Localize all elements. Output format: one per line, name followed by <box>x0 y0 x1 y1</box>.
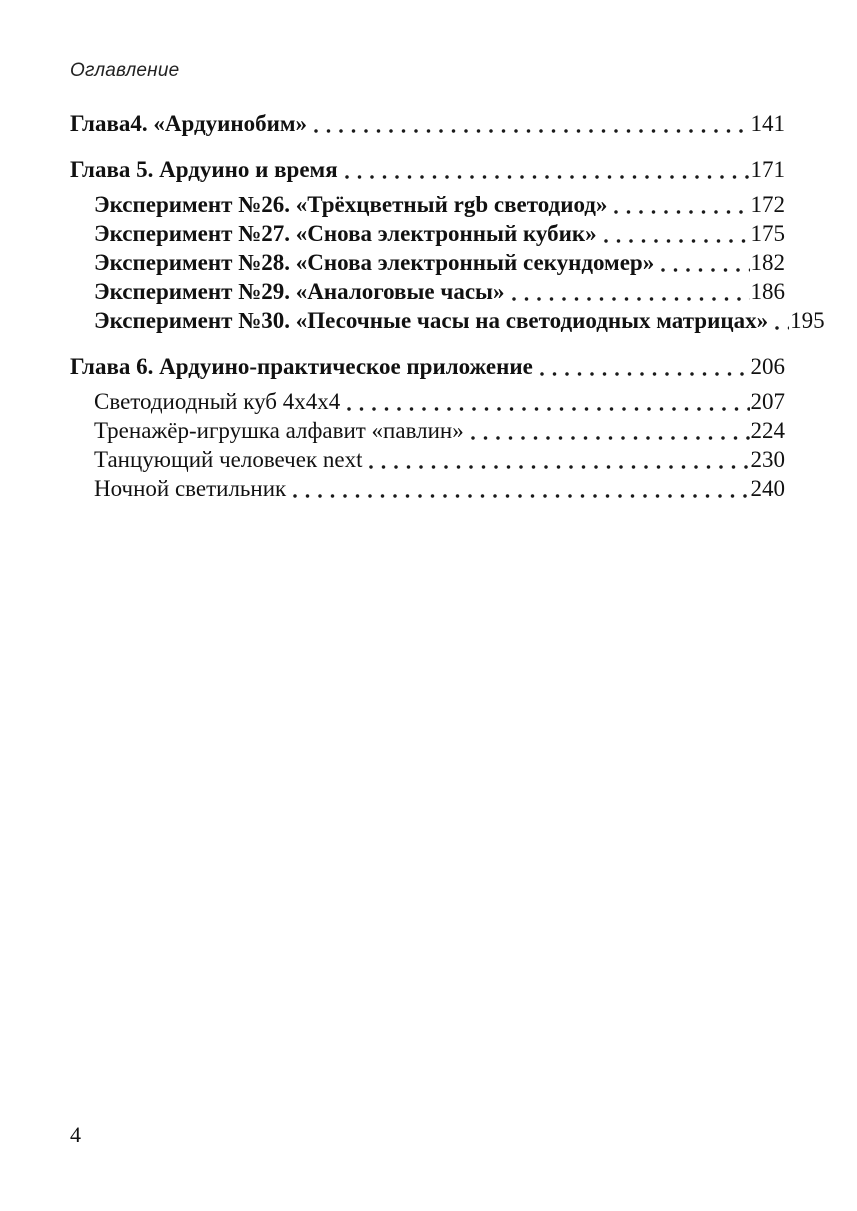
toc-entry <box>70 277 785 306</box>
page-number: 4 <box>70 1122 81 1147</box>
toc-entry <box>70 219 785 248</box>
toc-entry-page: 230 <box>750 447 785 472</box>
table-of-contents <box>70 109 825 503</box>
dot-leader <box>661 268 749 272</box>
toc-entry-title: Тренажёр-игрушка алфавит «павлин» <box>94 418 464 443</box>
page-content <box>70 60 825 503</box>
toc-entry <box>70 155 785 184</box>
toc-entry-page: 207 <box>750 389 785 414</box>
toc-entry <box>70 306 825 335</box>
toc-entry-page: 195 <box>790 308 825 333</box>
toc-entry-page: 224 <box>750 418 785 443</box>
toc-entry-page: 182 <box>750 250 785 275</box>
toc-entry <box>70 416 785 445</box>
section-gap <box>70 138 785 155</box>
toc-entry-title: Эксперимент №26. «Трёхцветный rgb светодиод» <box>94 192 608 217</box>
toc-entry-title: Глава 6. Ардуино-практическое приложение <box>70 354 533 379</box>
toc-entry <box>70 109 785 138</box>
toc-entry-title: Глава4. «Ардуинобим» <box>70 111 308 136</box>
toc-entry-page: 141 <box>750 111 785 136</box>
toc-entry-title: Эксперимент №29. «Аналоговые часы» <box>94 279 505 304</box>
dot-leader <box>345 175 750 179</box>
dot-leader <box>604 239 750 243</box>
dot-leader <box>512 297 750 301</box>
toc-entry-page: 171 <box>750 157 785 182</box>
dot-leader <box>614 210 749 214</box>
dot-leader <box>347 407 749 411</box>
toc-entry <box>70 445 785 474</box>
running-header: Оглавление <box>70 60 180 81</box>
toc-entry <box>70 474 785 503</box>
toc-entry <box>70 387 785 416</box>
toc-entry <box>70 190 785 219</box>
toc-entry-title: Светодиодный куб 4х4х4 <box>94 389 341 414</box>
toc-entry-page: 206 <box>750 354 785 379</box>
toc-entry <box>70 248 785 277</box>
toc-entry <box>70 352 785 381</box>
toc-entry-title: Эксперимент №30. «Песочные часы на светодиодных матрицах» <box>94 308 769 333</box>
toc-entry-page: 186 <box>750 279 785 304</box>
toc-entry-title: Эксперимент №27. «Снова электронный кубик» <box>94 221 597 246</box>
toc-entry-title: Танцующий человечек next <box>94 447 363 472</box>
toc-entry-page: 240 <box>750 476 785 501</box>
toc-entry-page: 175 <box>750 221 785 246</box>
dot-leader <box>775 326 789 330</box>
dot-leader <box>293 494 749 498</box>
dot-leader <box>369 465 749 469</box>
toc-entry-page: 172 <box>750 192 785 217</box>
dot-leader <box>540 372 750 376</box>
section-gap <box>70 335 785 352</box>
toc-entry-title: Ночной светильник <box>94 476 287 501</box>
dot-leader <box>314 129 749 133</box>
toc-entry-title: Эксперимент №28. «Снова электронный секундомер» <box>94 250 655 275</box>
toc-entry-title: Глава 5. Ардуино и время <box>70 157 338 182</box>
dot-leader <box>471 436 750 440</box>
